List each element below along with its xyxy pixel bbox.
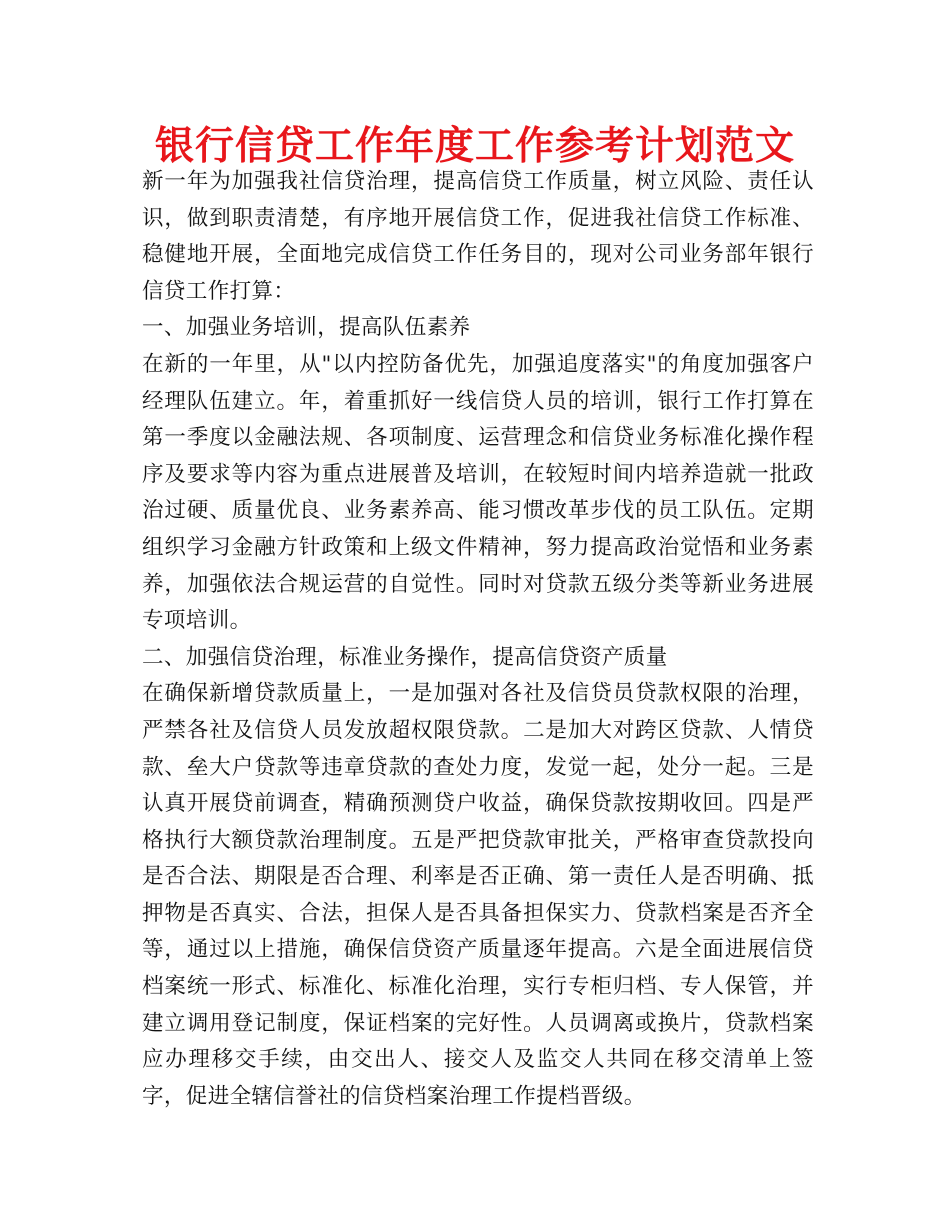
document-title: 银行信贷工作年度工作参考计划范文 [154, 123, 795, 169]
section-heading-2: 二、加强信贷治理，标准业务操作，提高信贷资产质量 [142, 644, 668, 670]
section-1-paragraph: 在新的一年里，从"以内控防备优先，加强追度落实"的角度加强客户经理队伍建立。年，着重抓好一线信贷人员的培训，银行工作打算在第一季度以金融法规、各项制度、运营理念和信贷业务标准化操作程序及要求等内容为重点进展普及培训，在较短时间内培养造就一批政治过硬、质量优良、业务素养高、能习惯改革步伐的员工队伍。定期组织学习金融方针政策和上级文件精神，努力提高政治觉悟和业务素养，加强依法合规运营的自觉性。同时对贷款五级分类等新业务进展专项培训。 [142, 351, 814, 634]
section-2-paragraph: 在确保新增贷款质量上，一是加强对各社及信贷员贷款权限的治理，严禁各社及信贷人员发放超权限贷款。二是加大对跨区贷款、人情贷款、垒大户贷款等违章贷款的查处力度，发觉一起，处分一起。三是认真开展贷前调查，精确预测贷户收益，确保贷款按期收回。四是严格执行大额贷款治理制度。五是严把贷款审批关，严格审查贷款投向是否合法、期限是否合理、利率是否正确、第一责任人是否明确、抵押物是否真实、合法，担保人是否具备担保实力、贷款档案是否齐全等，通过以上措施，确保信贷资产质量逐年提高。六是全面进展信贷档案统一形式、标准化、标准化治理，实行专柜归档、专人保管，并建立调用登记制度，保证档案的完好性。人员调离或换片，贷款档案应办理移交手续，由交出人、接交人及监交人共同在移交清单上签字，促进全辖信誉社的信贷档案治理工作提档晋级。 [142, 681, 814, 1109]
intro-paragraph: 新一年为加强我社信贷治理，提高信贷工作质量，树立风险、责任认识，做到职责清楚，有序地开展信贷工作，促进我社信贷工作标准、稳健地开展，全面地完成信贷工作任务目的，现对公司业务部年银行信贷工作打算： [142, 169, 814, 304]
section-heading-1: 一、加强业务培训，提高队伍素养 [142, 315, 471, 341]
document-body [142, 164, 814, 1115]
